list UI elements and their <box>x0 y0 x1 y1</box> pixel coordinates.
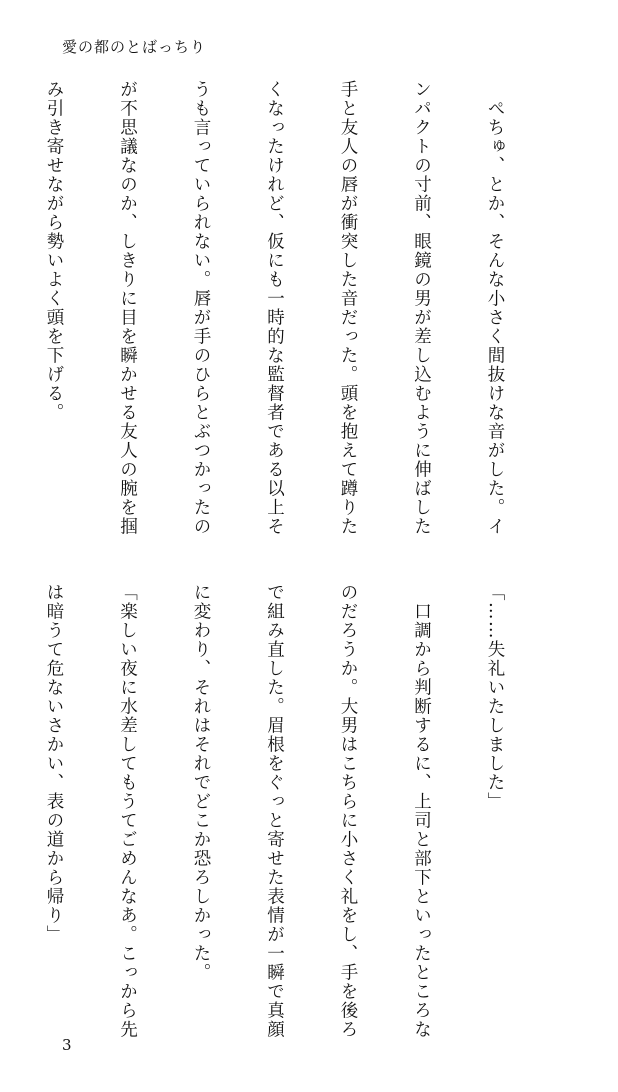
text-column: のだろうか。大男はこちらに小さく礼をし、手を後ろ <box>338 583 358 1039</box>
text-column: 口調から判断するに、上司と部下といったところな <box>411 583 432 1039</box>
text-column: は暗うて危ないさかい、表の道から帰り」 <box>44 583 64 944</box>
text-column: に変わり、それはそれでどこか恐ろしかった。 <box>191 583 211 982</box>
text-column: 「……失礼いたしました」 <box>485 583 505 811</box>
text-column: うも言っていられない。唇が手のひらとぶつかったの <box>191 80 211 536</box>
text-block-lower <box>44 583 556 1039</box>
page-number: 3 <box>62 1036 72 1054</box>
text-column: ぺちゅ、とか、そんな小さく間抜けな音がした。イ <box>485 80 505 536</box>
text-column: が不思議なのか、しきりに目を瞬かせる友人の腕を掴 <box>117 80 138 536</box>
text-block-upper <box>44 80 556 536</box>
text-column: 手と友人の唇が衝突した音だった。頭を抱えて蹲りた <box>338 80 358 536</box>
text-column: み引き寄せながら勢いよく頭を下げる。 <box>44 80 64 422</box>
text-column: くなったけれど、仮にも一時的な監督者である以上そ <box>264 80 285 536</box>
text-column: ンパクトの寸前、眼鏡の男が差し込むように伸ばした <box>411 80 432 536</box>
running-header-title: 愛の都のとばっちり <box>62 38 207 56</box>
text-column: 「楽しい夜に水差してもうてごめんなあ。こっから先 <box>117 583 138 1039</box>
text-column: で組み直した。眉根をぐっと寄せた表情が一瞬で真顔 <box>264 583 285 1039</box>
